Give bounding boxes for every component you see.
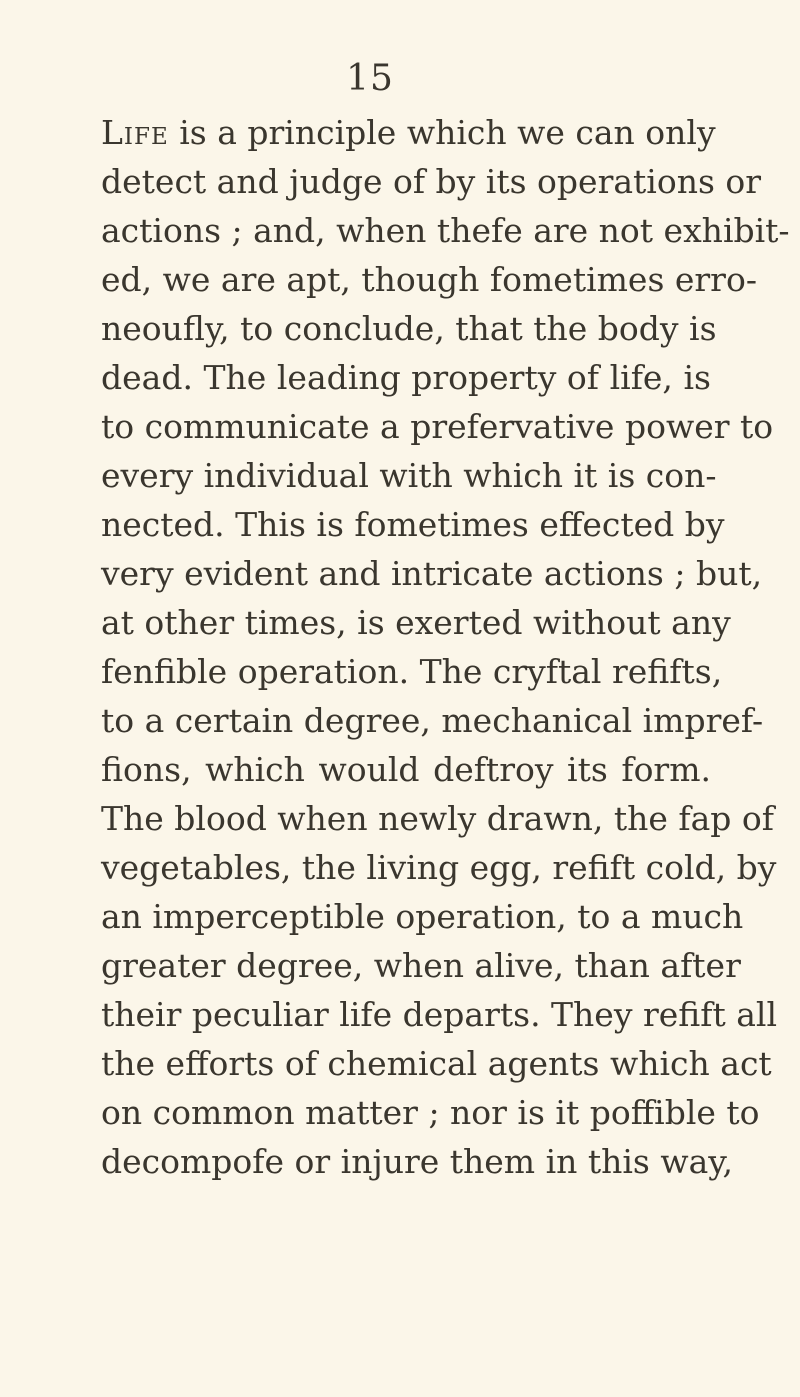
text-line: every individual with which it is con- xyxy=(101,456,717,495)
text-line: at other times, is exerted without any xyxy=(101,603,731,642)
text-line: dead. The leading property of life, is xyxy=(101,358,711,397)
text-line xyxy=(101,108,716,157)
text-line: fions, which would deftroy its form. xyxy=(101,750,711,789)
lead-word: Life xyxy=(101,113,169,152)
text-line: nected. This is fometimes effected by xyxy=(101,505,725,544)
text-line: The blood when newly drawn, the fap of xyxy=(101,799,774,838)
text-line: neoufly, to conclude, that the body is xyxy=(101,309,717,348)
text-line: an imperceptible operation, to a much xyxy=(101,897,744,936)
text-line: ed, we are apt, though fometimes erro- xyxy=(101,260,757,299)
text-line: fenfible operation. The cryftal refifts, xyxy=(101,652,723,691)
text-line: to communicate a prefervative power to xyxy=(101,407,774,446)
text-line: on common matter ; nor is it poffible to xyxy=(101,1093,760,1132)
text-line: very evident and intricate actions ; but, xyxy=(101,554,763,593)
text-line: the efforts of chemical agents which act xyxy=(101,1044,772,1083)
text-line: vegetables, the living egg, refift cold, by xyxy=(101,848,777,887)
text-line: detect and judge of by its operations or xyxy=(101,162,762,201)
text-line: decompofe or injure them in this way, xyxy=(101,1142,734,1181)
text-line: to a certain degree, mechanical impref- xyxy=(101,701,764,740)
text-line: actions ; and, when thefe are not exhibit- xyxy=(101,211,790,250)
page-number: 15 xyxy=(346,58,394,99)
text-line: their peculiar life departs. They refift all xyxy=(101,995,778,1034)
body-text xyxy=(101,108,790,1186)
text-line: greater degree, when alive, than after xyxy=(101,946,741,985)
first-line-rest: is a principle which we can only xyxy=(168,113,716,152)
